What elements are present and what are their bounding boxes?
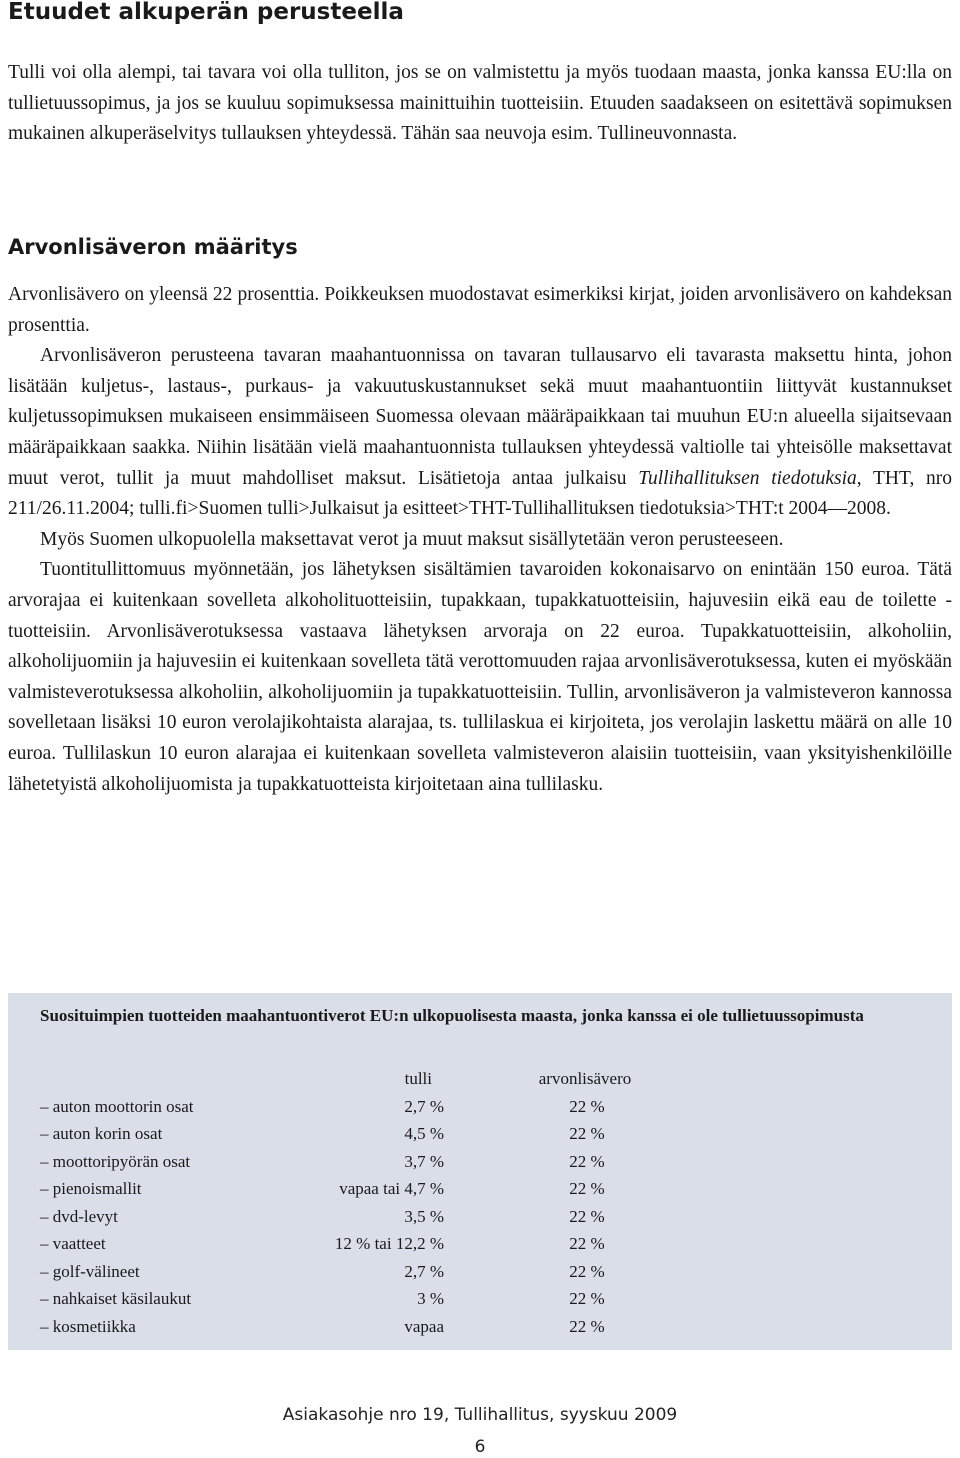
vat-rate: 22 % xyxy=(569,1289,605,1308)
duty-rate: 2,7 % xyxy=(404,1096,444,1116)
product-name: – auton korin osat xyxy=(40,1124,163,1143)
origin-paragraph: Tulli voi olla alempi, tai tavara voi olla tulliton, jos se on valmistettu ja myös tuodaan maasta, jonka kanssa EU:lla on tullietuussopimus, ja jos se kuuluu sopimuksessa mainittuihin tuotteisiin. Etuuden saadakseen on esitettävä sopimuksen mukainen alkuperäselvitys tullauksen yhteydessä. Tähän saa neuvoja esim. Tullineuvonnasta. xyxy=(8,62,952,145)
product-name: – pienoismallit xyxy=(40,1179,142,1198)
product-name: – nahkaiset käsilaukut xyxy=(40,1289,192,1308)
duty-rate: 3 % xyxy=(417,1289,444,1308)
heading-vat-determination: Arvonlisäveron määritys xyxy=(8,235,298,259)
duty-rate: vapaa tai 4,7 % xyxy=(339,1179,444,1198)
vat-rate: 22 % xyxy=(569,1124,605,1143)
page-number: 6 xyxy=(474,1437,486,1457)
vat-rate: 22 % xyxy=(569,1179,605,1198)
duty-rate: 3,5 % xyxy=(404,1206,444,1226)
import-tax-box xyxy=(8,993,952,1350)
footer-publication: Asiakasohje nro 19, Tullihallitus, syyskuu 2009 xyxy=(282,1405,678,1425)
column-header-tulli: tulli xyxy=(404,1069,432,1088)
duty-rate: 2,7 % xyxy=(404,1261,444,1281)
vat-paragraph-rate: Arvonlisävero on yleensä 22 prosenttia. Poikkeuksen muodostavat esimerkiksi kirjat, joiden arvonlisävero on kahdeksan prosenttia. xyxy=(8,284,952,336)
product-name: – kosmetiikka xyxy=(40,1316,136,1336)
vat-paragraph-basis xyxy=(8,341,952,525)
vat-rate: 22 % xyxy=(569,1206,605,1226)
vat-rate: 22 % xyxy=(569,1096,605,1116)
publication-title: Tullihallituksen tiedotuksia xyxy=(638,467,857,489)
product-name: – vaatteet xyxy=(40,1234,106,1253)
duty-rate: 3,7 % xyxy=(404,1151,444,1171)
product-name: – moottoripyörän osat xyxy=(40,1151,191,1171)
vat-rate: 22 % xyxy=(569,1261,605,1281)
duty-rate: 4,5 % xyxy=(404,1124,444,1143)
vat-rate: 22 % xyxy=(569,1151,605,1171)
heading-origin-benefits: Etuudet alkuperän perusteella xyxy=(8,0,404,25)
vat-basis-text-2: , THT, nro 211/26.11.2004; tulli.fi>Suomen tulli>Julkaisut ja esitteet>THT-Tullihallituksen tiedotuksia>THT:t 2004—2008. xyxy=(8,467,952,520)
product-name: – auton moottorin osat xyxy=(40,1096,194,1116)
vat-section xyxy=(8,280,952,800)
column-header-vat: arvonlisävero xyxy=(538,1069,632,1088)
origin-section xyxy=(8,58,952,150)
box-title: Suosituimpien tuotteiden maahantuontiverot EU:n ulkopuolisesta maasta, jonka kanssa ei ole tullietuussopimusta xyxy=(40,1006,864,1025)
product-name: – golf-välineet xyxy=(40,1261,140,1281)
vat-basis-text-1: Arvonlisäveron perusteena tavaran maahantuonnissa on tavaran tullausarvo eli tavarasta maksettu hinta, johon lisätään kuljetus-, lastaus-, purkaus- ja vakuutuskustannukset sekä muut maahantuontiin liittyvät kustannukset kuljetussopimuksen mukaiseen ensimmäiseen Suomessa olevaan määräpaikkaan tai muuhun EU:n alueella sijaitsevaan määräpaikkaan saakka. Niihin lisätään vielä maahantuonnista tullauksen yhteydessä valtiolle tai yhteisölle maksettavat muut verot, tullit ja muut mahdolliset maksut. Lisätietoja antaa julkaisu xyxy=(8,345,952,489)
vat-paragraph-exemption: Tuontitullittomuus myönnetään, jos lähetyksen sisältämien tavaroiden kokonaisarvo on enintään 150 euroa. Tätä arvorajaa ei kuitenkaan sovelleta alkoholituotteisiin, tupakkaan, tupakkatuotteisiin, hajuvesiin eikä eau de toilette -tuotteisiin. Arvonlisäverotuksessa vastaava lähetyksen arvoraja on 22 euroa. Tupakkatuotteisiin, alkoholiin, alkoholijuomiin ja hajuvesiin ei kuitenkaan sovelleta tätä verottomuuden rajaa arvonlisäverotuksessa, kuten ei myöskään valmisteverotuksessa alkoholiin, alkoholijuomiin ja tupakkatuotteisiin. Tullin, arvonlisäveron ja valmisteveron kannossa sovelletaan lisäksi 10 euron verolajikohtaista alarajaa, ts. tullilaskua ei kirjoiteta, jos verolajin laskettu määrä on alle 10 euroa. Tullilaskun 10 euron alarajaa ei kuitenkaan sovelleta valmisteveron alaisiin tuotteisiin, vaan yksityishenkilöille lähetetyistä alkoholijuomista ja tupakkatuotteista kirjoitetaan aina tullilasku. xyxy=(8,559,952,795)
vat-rate: 22 % xyxy=(569,1316,605,1336)
vat-paragraph-outside-eu: Myös Suomen ulkopuolella maksettavat verot ja muut maksut sisällytetään veron perusteeseen. xyxy=(40,528,784,550)
vat-rate: 22 % xyxy=(569,1234,605,1253)
product-name: – dvd-levyt xyxy=(40,1206,118,1226)
duty-rate: 12 % tai 12,2 % xyxy=(334,1234,444,1253)
duty-rate: vapaa xyxy=(404,1316,444,1336)
